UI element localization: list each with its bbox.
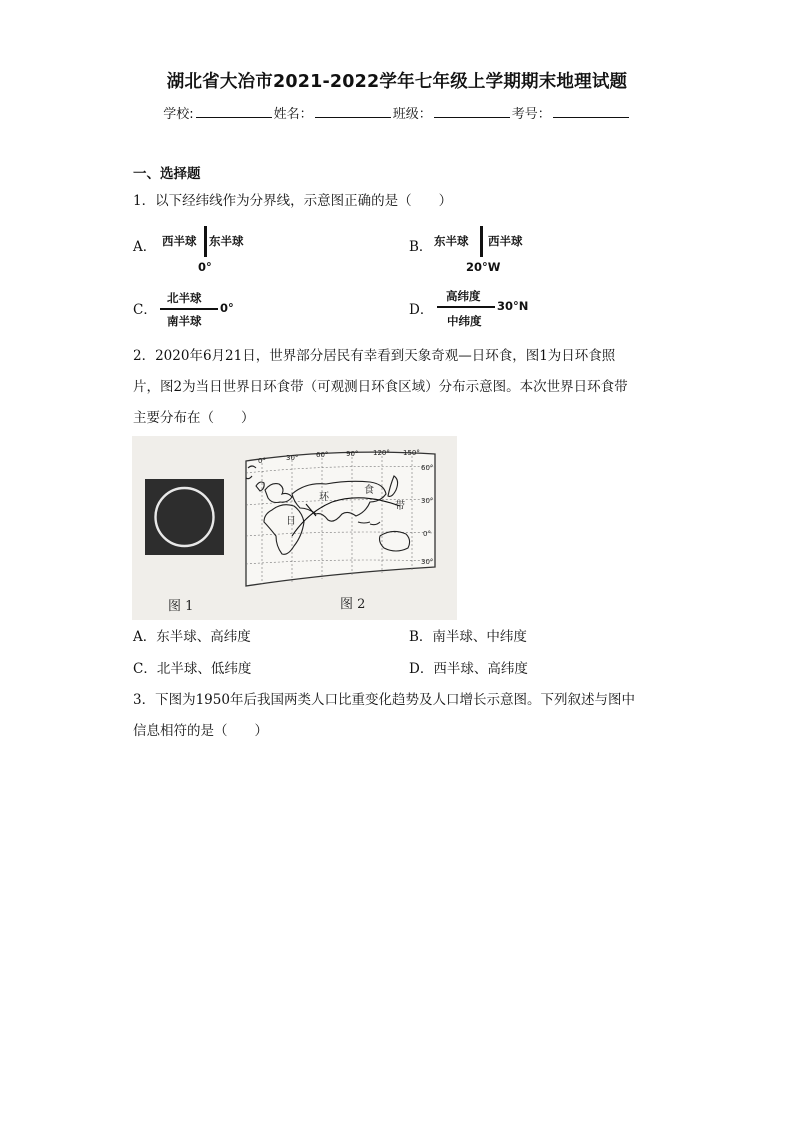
q3-stem-line1: 3．下图为1950年后我国两类人口比重变化趋势及人口增长示意图。下列叙述与图中: [133, 692, 635, 708]
q2-option-a[interactable]: A．东半球、高纬度: [133, 629, 251, 645]
lon-label-90: 90°: [346, 450, 359, 458]
q1-c-line-label: 0°: [220, 301, 234, 315]
q1-option-d-label[interactable]: D．: [409, 302, 434, 318]
lon-label-60: 60°: [316, 451, 329, 459]
lat-label-60: 60°: [421, 464, 434, 472]
q2-option-b[interactable]: B．南半球、中纬度: [409, 629, 527, 645]
q2-figure-svg: [132, 436, 457, 620]
section-heading: 一、选择题: [133, 166, 201, 182]
eclipse-photo: [145, 479, 224, 555]
q1-d-bottom-text: 中纬度: [447, 314, 482, 328]
lon-label-150: 150°: [403, 449, 420, 457]
figure-1-caption: 图 1: [168, 599, 194, 614]
band-char-4: 带: [395, 501, 405, 512]
q1-c-top-text: 北半球: [167, 291, 202, 305]
q1-a-left-text: 西半球: [162, 234, 197, 248]
student-info-line: [0, 103, 794, 122]
name-label: 姓名：: [273, 107, 313, 122]
q2-stem-line1: 2．2020年6月21日，世界部分居民有幸看到天象奇观—日环食，图1为日环食照: [133, 348, 616, 364]
q2-option-d[interactable]: D．西半球、高纬度: [409, 661, 528, 677]
lat-label-0: 0°: [423, 530, 431, 538]
q1-d-divider: [437, 306, 495, 308]
lat-label-30s: 30°: [421, 558, 434, 566]
class-label: 班级：: [392, 107, 432, 122]
band-char-1: 日: [286, 516, 296, 527]
q1-a-right-text: 东半球: [209, 234, 244, 248]
name-blank[interactable]: [315, 105, 391, 118]
q1-c-divider: [160, 308, 218, 310]
lon-label-0: 0°: [258, 457, 266, 465]
lon-label-120: 120°: [373, 449, 390, 457]
map-frame: [246, 452, 435, 586]
q1-option-b-label[interactable]: B．: [409, 239, 433, 255]
q3-stem-line2: 信息相符的是（ ）: [133, 723, 268, 739]
q1-a-divider: [204, 226, 207, 257]
band-char-3: 食: [364, 485, 374, 496]
school-label: 学校:: [163, 107, 194, 122]
page-title: 湖北省大冶市2021-2022学年七年级上学期期末地理试题: [166, 72, 628, 92]
q2-option-c[interactable]: C．北半球、低纬度: [133, 661, 252, 677]
q1-b-line-label: 20°W: [466, 260, 501, 274]
q1-d-top-text: 高纬度: [446, 289, 481, 303]
q1-d-line-label: 30°N: [497, 299, 529, 313]
number-blank[interactable]: [553, 105, 629, 118]
band-char-2: 环: [319, 492, 329, 503]
lon-label-30: 30°: [286, 454, 299, 462]
figure-2-caption: 图 2: [340, 597, 366, 612]
number-label: 考号：: [511, 107, 551, 122]
q1-b-left-text: 东半球: [434, 234, 469, 248]
school-blank[interactable]: [196, 105, 272, 118]
q2-figure: [132, 436, 457, 620]
q1-option-a-label[interactable]: A．: [133, 239, 157, 255]
q1-c-bottom-text: 南半球: [167, 314, 202, 328]
q1-a-line-label: 0°: [198, 260, 212, 274]
q1-stem: 1．以下经纬线作为分界线，示意图正确的是（ ）: [133, 193, 453, 209]
q1-b-right-text: 西半球: [488, 234, 523, 248]
q2-stem-line3: 主要分布在（ ）: [133, 410, 255, 426]
lat-label-30n: 30°: [421, 497, 434, 505]
class-blank[interactable]: [434, 105, 510, 118]
q2-stem-line2: 片，图2为当日世界日环食带（可观测日环食区域）分布示意图。本次世界日环食带: [133, 379, 628, 395]
q1-option-c-label[interactable]: C．: [133, 302, 157, 318]
q1-b-divider: [480, 226, 483, 257]
